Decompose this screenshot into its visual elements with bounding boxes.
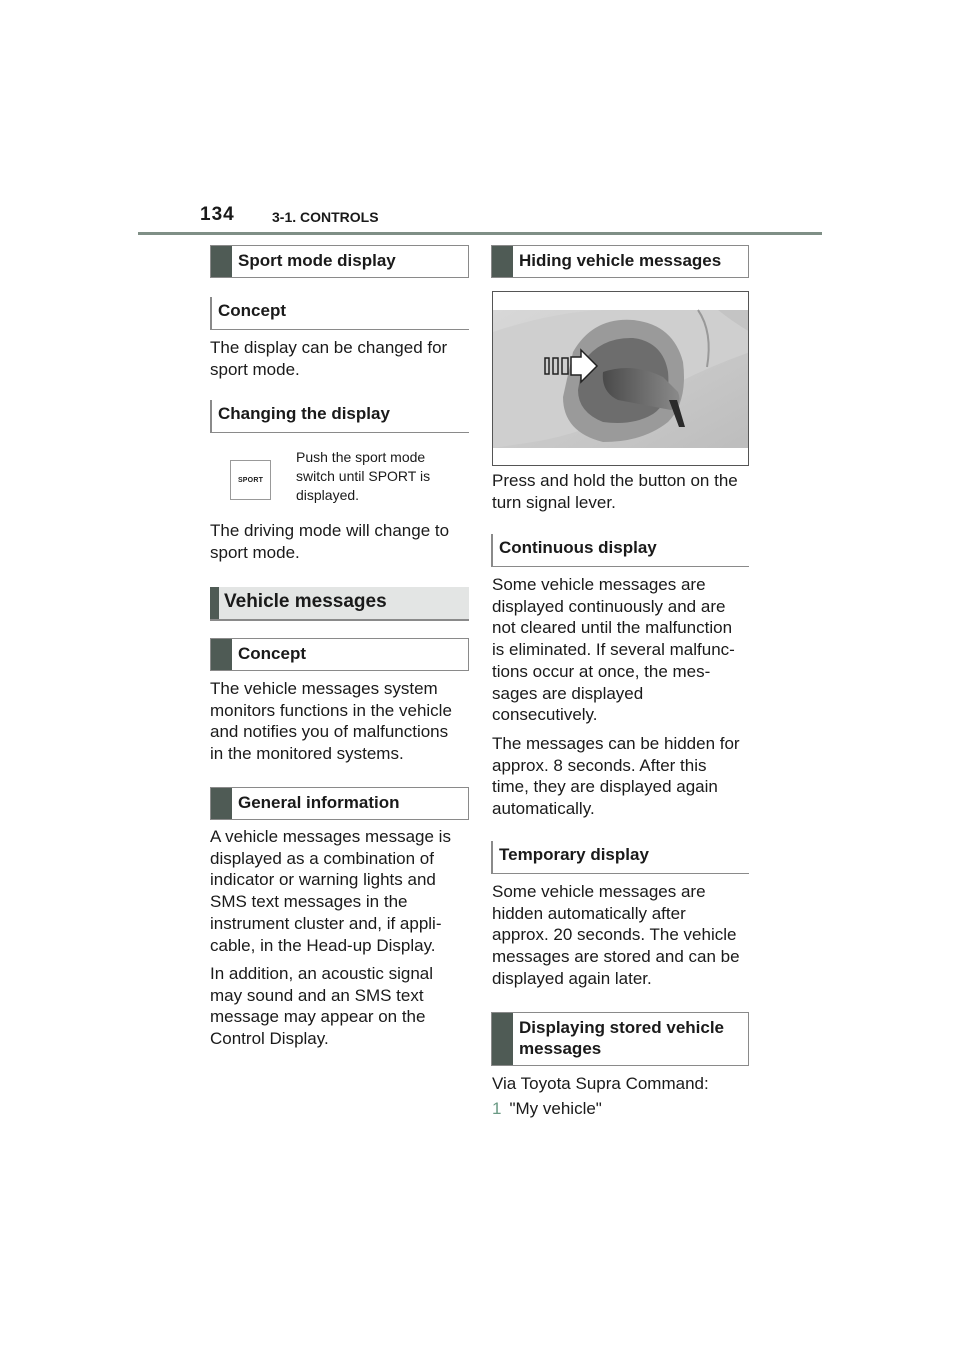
- subheading-concept: Concept: [210, 297, 469, 330]
- via-command-text: Via Toyota Supra Command:: [492, 1074, 709, 1093]
- turn-signal-lever-illustration: [492, 291, 749, 466]
- temporary-paragraph: Some vehicle messages are hidden automatically after approx. 20 seconds. The vehicle messages are stored and can be displayed again later.: [492, 882, 740, 988]
- continuous-paragraph-1: Some vehicle messages are displayed continuously and are not cleared until the malfunction is eliminated. If several malfunc-tions occur at once, the mes-sages are displayed consecutively.: [492, 575, 735, 725]
- concept-paragraph: The display can be changed for sport mode.: [210, 338, 448, 379]
- heading-sport-mode-display: Sport mode display: [210, 245, 469, 278]
- list-text: "My vehicle": [509, 1099, 602, 1118]
- general-info-paragraph-1: A vehicle messages message is displayed as a combination of indicator or warning lights and SMS text messages in the instrument cluster and, if appli-cable, in the Head-up Display.: [210, 827, 451, 955]
- heading-general-information: General information: [210, 787, 469, 820]
- page-number: 134: [200, 204, 235, 225]
- header-divider: [138, 232, 822, 235]
- heading-vehicle-messages: Vehicle messages: [210, 587, 469, 621]
- subheading-temporary-display: Temporary display: [491, 841, 749, 874]
- heading-displaying-stored-messages: Displaying stored vehicle messages: [491, 1012, 749, 1066]
- heading-concept: Concept: [210, 638, 469, 671]
- sport-button-icon: SPORT: [230, 460, 271, 500]
- driving-mode-paragraph: The driving mode will change to sport mode.: [210, 521, 450, 562]
- list-item: [492, 1098, 747, 1120]
- vehicle-messages-concept-paragraph: The vehicle messages system monitors functions in the vehicle and notifies you of malfunctions in the monitored systems.: [210, 679, 452, 764]
- continuous-paragraph-2: The messages can be hidden for approx. 8 seconds. After this time, they are displayed again automatically.: [492, 734, 740, 819]
- section-title: 3-1. CONTROLS: [272, 209, 379, 225]
- subheading-changing-display: Changing the display: [210, 400, 469, 433]
- heading-hiding-messages: Hiding vehicle messages: [491, 245, 749, 278]
- list-number: 1: [492, 1099, 502, 1118]
- general-info-paragraph-2: In addition, an acoustic signal may sound and an SMS text message may appear on the Control Display.: [210, 964, 434, 1049]
- hiding-paragraph: Press and hold the button on the turn signal lever.: [492, 471, 738, 512]
- subheading-continuous-display: Continuous display: [491, 534, 749, 567]
- sport-instruction: Push the sport mode switch until SPORT is displayed.: [296, 449, 431, 503]
